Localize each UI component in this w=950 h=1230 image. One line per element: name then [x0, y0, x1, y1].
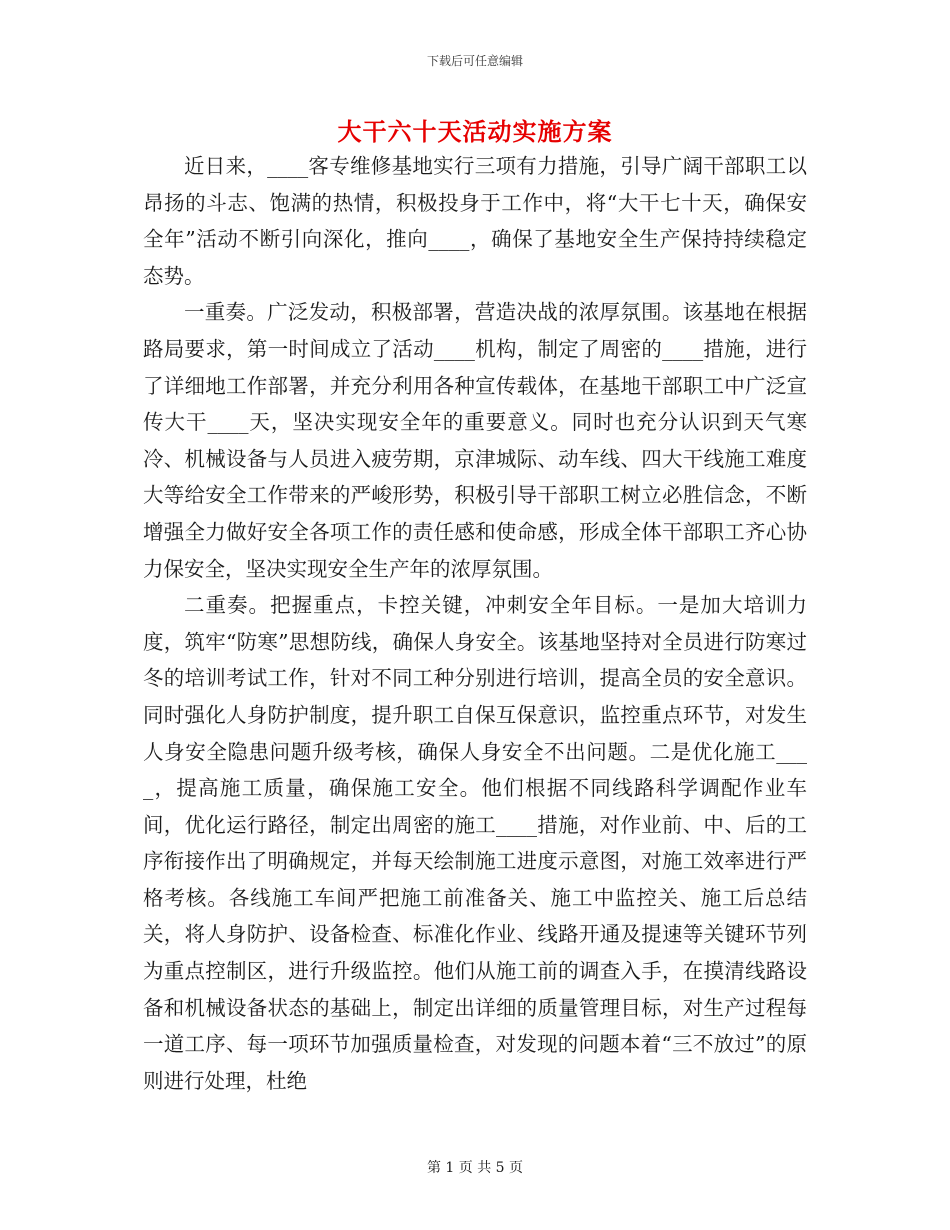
- paragraph-second-movement: 二重奏。把握重点，卡控关键，冲刺安全年目标。一是加大培训力度，筑牢“防寒”思想防线，确保人身安全。该基地坚持对全员进行防寒过冬的培训考试工作，针对不同工种分别进行培训，提高全员的安全意识。同时强化人身防护制度，提升职工自保互保意识，监控重点环节，对发生人身安全隐患问题升级考核，确保人身安全不出问题。二是优化施工____，提高施工质量，确保施工安全。他们根据不同线路科学调配作业车间，优化运行路径，制定出周密的施工____措施，对作业前、中、后的工序衔接作出了明确规定，并每天绘制施工进度示意图，对施工效率进行严格考核。各线施工车间严把施工前准备关、施工中监控关、施工后总结关，将人身防护、设备检查、标准化作业、线路开通及提速等关键环节列为重点控制区，进行升级监控。他们从施工前的调查入手，在摸清线路设备和机械设备状态的基础上，制定出详细的质量管理目标，对生产过程每一道工序、每一项环节加强质量检查，对发现的问题本着“三不放过”的原则进行处理，杜绝: [143, 593, 807, 1093]
- page-number-footer: 第 1 页 共 5 页: [426, 1160, 524, 1176]
- document-body: [143, 148, 807, 1099]
- document-title: 大干六十天活动实施方案: [337, 118, 613, 146]
- paragraph-intro: 近日来，____客专维修基地实行三项有力措施，引导广阔干部职工以昂扬的斗志、饱满的热情，积极投身于工作中，将“大干七十天，确保安全年”活动不断引向深化，推向____，确保了基地安全生产保持持续稳定态势。: [143, 154, 807, 288]
- paragraph-first-movement: 一重奏。广泛发动，积极部署，营造决战的浓厚氛围。该基地在根据路局要求，第一时间成立了活动____机构，制定了周密的____措施，进行了详细地工作部署，并充分利用各种宣传载体，在基地干部职工中广泛宣传大干____天，坚决实现安全年的重要意义。同时也充分认识到天气寒冷、机械设备与人员进入疲劳期，京津城际、动车线、四大干线施工难度大等给安全工作带来的严峻形势，积极引导干部职工树立必胜信念，不断增强全力做好安全各项工作的责任感和使命感，形成全体干部职工齐心协力保安全，坚决实现安全生产年的浓厚氛围。: [143, 300, 807, 581]
- header-note: 下载后可任意编辑: [426, 54, 523, 68]
